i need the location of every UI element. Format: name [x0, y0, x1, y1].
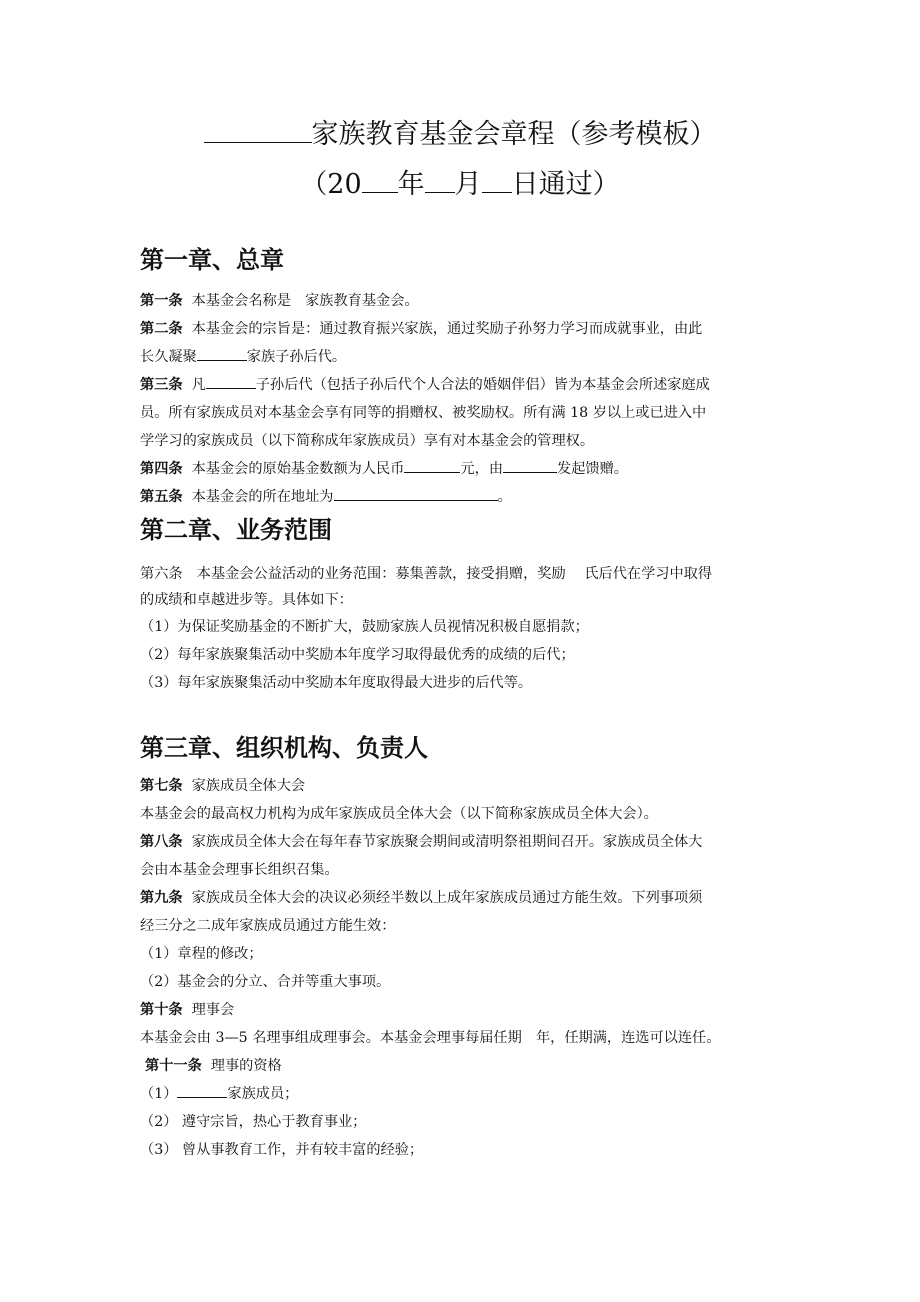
- article-9: 第九条 家族成员全体大会的决议必须经半数以上成年家族成员通过方能生效。下列事项须: [140, 890, 703, 906]
- family-blank: [177, 1083, 227, 1098]
- article-10-body: 本基金会由 3—5 名理事组成理事会。本基金会理事每届任期 年，任期满，连选可以连任。: [140, 1030, 721, 1046]
- article-3-cont-1: 员。所有家族成员对本基金会享有同等的捐赠权、被奖励权。所有满 18 岁以上或已进入中: [140, 405, 707, 421]
- adoption-date: （20 年 月 日通过）: [300, 169, 620, 200]
- article-8-cont: 会由本基金会理事长组织召集。: [140, 862, 339, 878]
- day-blank: [482, 172, 512, 193]
- article-4: 第四条 本基金会的原始基金数额为人民币 元，由 发起馈赠。: [140, 458, 628, 480]
- donor-blank: [503, 458, 557, 473]
- article-11-item-3: （3） 曾从事教育工作，并有较丰富的经验；: [140, 1142, 424, 1158]
- article-6-item-1: （1）为保证奖励基金的不断扩大，鼓励家族人员视情况积极自愿捐款；: [140, 619, 589, 635]
- family-blank: [197, 346, 247, 361]
- title-text: 家族教育基金会章程（参考模板）: [311, 119, 717, 150]
- article-10: 第十条 理事会: [140, 1002, 235, 1018]
- article-6: 第六条 本基金会公益活动的业务范围：募集善款，接受捐赠，奖励 氏后代在学习中取得: [140, 566, 713, 582]
- article-3-cont-2: 学学习的家族成员（以下简称成年家族成员）享有对本基金会的管理权。: [140, 433, 595, 449]
- year-blank: [362, 172, 398, 193]
- article-2-cont: 长久凝聚 家族子孙后代。: [140, 346, 346, 368]
- article-9-cont: 经三分之二成年家族成员通过方能生效：: [140, 918, 396, 934]
- article-3: 第三条 凡 子孙后代（包括子孙后代个人合法的婚姻伴侣）皆为本基金会所述家庭成: [140, 374, 710, 396]
- article-2: 第二条 本基金会的宗旨是：通过教育振兴家族，通过奖励子孙努力学习而成就事业，由此: [140, 321, 703, 337]
- amount-blank: [404, 458, 460, 473]
- article-8: 第八条 家族成员全体大会在每年春节家族聚会期间或清明祭祖期间召开。家族成员全体大: [140, 834, 703, 850]
- chapter-3-heading: 第三章、组织机构、负责人: [140, 734, 428, 762]
- article-9-item-1: （1）章程的修改；: [140, 946, 263, 962]
- chapter-1-heading: 第一章、总章: [140, 246, 284, 274]
- article-5: 第五条 本基金会的所在地址为 。: [140, 486, 512, 508]
- document-title: [0, 118, 920, 152]
- family-blank: [206, 374, 256, 389]
- article-7: 第七条 家族成员全体大会: [140, 778, 306, 794]
- chapter-2-heading: 第二章、业务范围: [140, 516, 332, 544]
- article-6-cont: 的成绩和卓越进步等。具体如下：: [140, 592, 353, 608]
- article-7-body: 本基金会的最高权力机构为成年家族成员全体大会（以下简称家族成员全体大会）。: [140, 806, 658, 822]
- name-blank: [204, 122, 312, 143]
- article-1: 第一条 本基金会名称是 家族教育基金会。: [140, 293, 419, 309]
- article-11-item-2: （2） 遵守宗旨，热心于教育事业；: [140, 1114, 367, 1130]
- article-6-item-2: （2）每年家族聚集活动中奖励本年度学习取得最优秀的成绩的后代；: [140, 647, 575, 663]
- article-11-item-1: （1） 家族成员；: [140, 1083, 298, 1105]
- article-11: 第十一条 理事的资格: [145, 1058, 282, 1074]
- month-blank: [425, 172, 455, 193]
- address-blank: [334, 486, 498, 501]
- article-9-item-2: （2）基金会的分立、合并等重大事项。: [140, 974, 391, 990]
- article-6-item-3: （3）每年家族聚集活动中奖励本年度取得最大进步的后代等。: [140, 675, 533, 691]
